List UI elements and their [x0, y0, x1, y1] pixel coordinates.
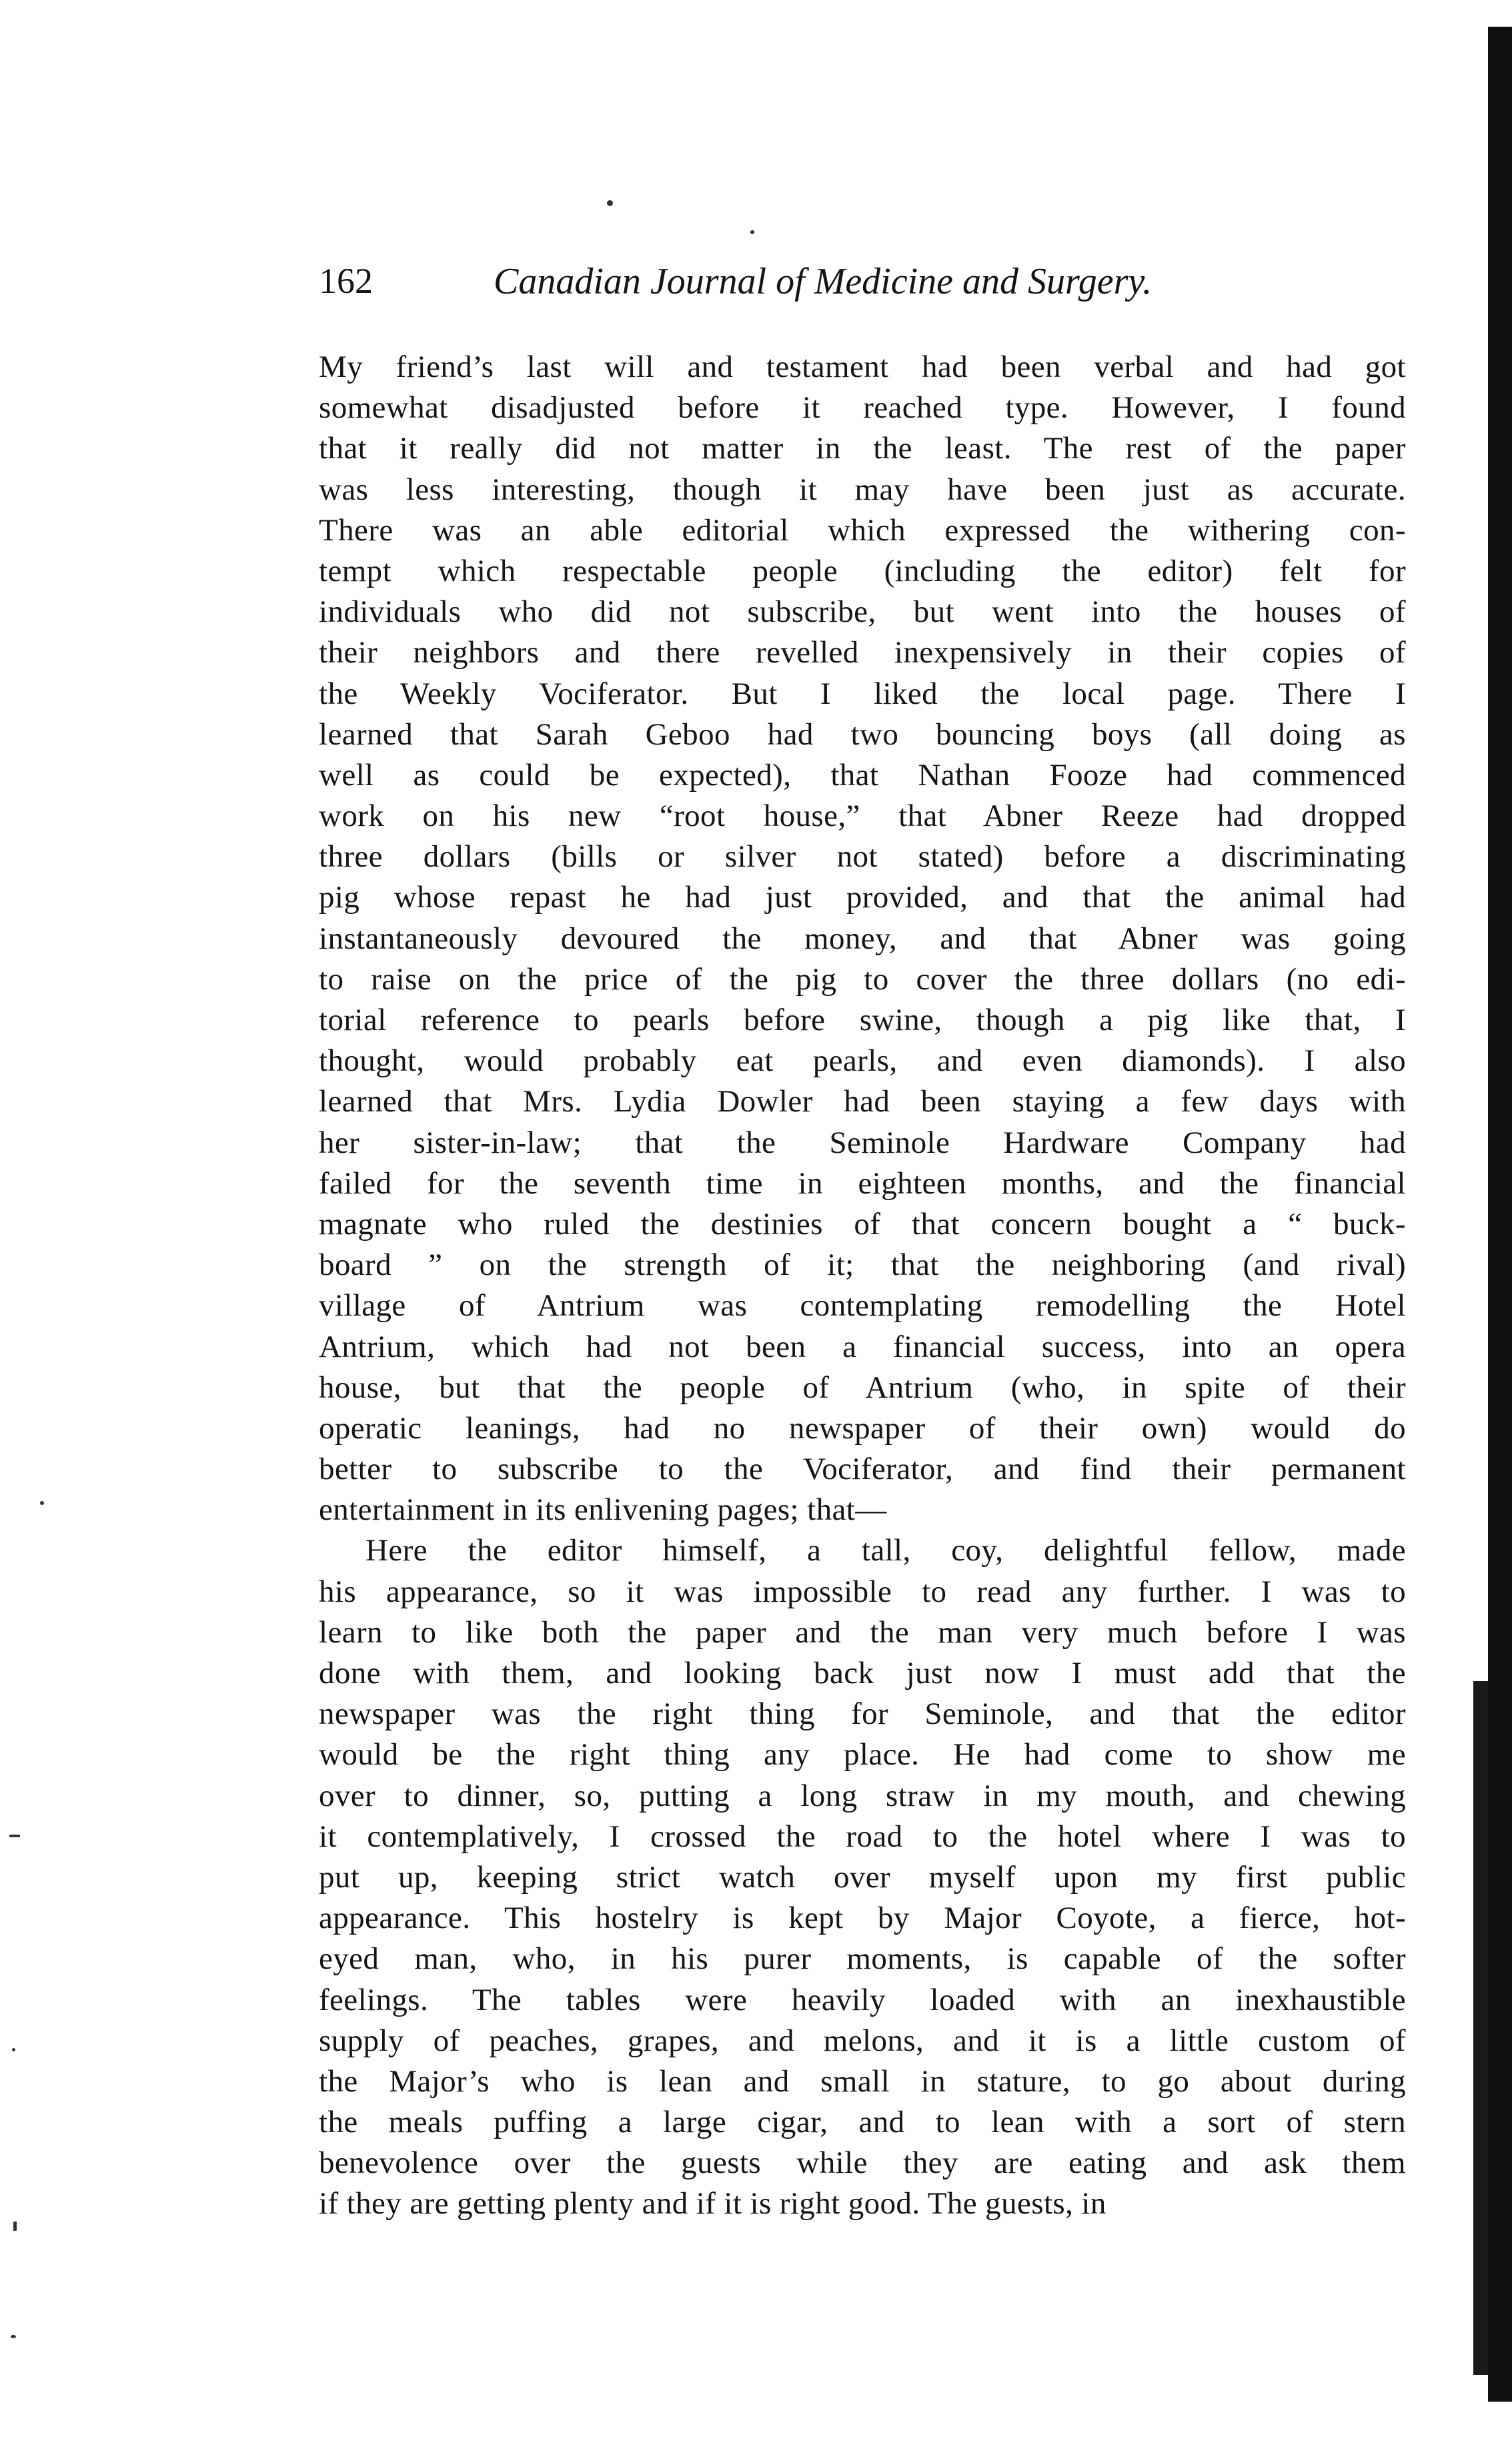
text-line: if they are getting plenty and if it is right good. The guests, in [319, 2186, 1106, 2222]
text-line: her sister-in-law; that the Seminole Hardware Company had [319, 1125, 1406, 1160]
text-line: three dollars (bills or silver not stated) before a discriminating [319, 839, 1406, 875]
text-line: done with them, and looking back just now I must add that the [319, 1656, 1406, 1690]
text-line: somewhat disadjusted before it reached type. However, I found [319, 390, 1406, 426]
text-line: learned that Mrs. Lydia Dowler had been staying a few days with [319, 1084, 1406, 1119]
text-line: work on his new “root house,” that Abner Reeze had dropped [319, 799, 1406, 834]
text-line: thought, would probably eat pearls, and even diamonds). I also [319, 1043, 1406, 1079]
scan-speck [607, 200, 613, 206]
text-line: newspaper was the right thing for Seminole, and that the editor [319, 1696, 1406, 1732]
text-line: village of Antrium was contemplating remodelling the Hotel [319, 1288, 1406, 1324]
scan-speck [9, 1835, 20, 1837]
text-line: was less interesting, though it may have been just as accurate. [319, 472, 1406, 507]
running-header [319, 260, 1413, 307]
text-line: well as could be expected), that Nathan Fooze had commenced [319, 757, 1406, 793]
text-line: pig whose repast he had just provided, and that the animal had [319, 880, 1406, 915]
text-line: torial reference to pearls before swine, though a pig like that, I [319, 1003, 1406, 1037]
text-line: his appearance, so it was impossible to read any further. I was to [319, 1574, 1406, 1609]
text-line: operatic leanings, had no newspaper of their own) would do [319, 1410, 1406, 1446]
journal-title: Canadian Journal of Medicine and Surgery. [494, 261, 1153, 302]
scan-speck [12, 2048, 15, 2051]
text-line: learned that Sarah Geboo had two bouncing boys (all doing as [319, 716, 1406, 752]
text-line: individuals who did not subscribe, but went into the houses of [319, 594, 1406, 630]
text-line: entertainment in its enlivening pages; that— [319, 1492, 887, 1528]
text-line: over to dinner, so, putting a long straw in my mouth, and chewing [319, 1778, 1406, 1813]
text-line: There was an able editorial which expressed the withering con- [319, 512, 1406, 548]
text-line: the Major’s who is lean and small in stature, to go about during [319, 2063, 1406, 2099]
text-line: learn to like both the paper and the man very much before I was [319, 1614, 1406, 1650]
text-line: feelings. The tables were heavily loaded with an inexhaustible [319, 1982, 1406, 2017]
text-line: better to subscribe to the Vociferator, and find their permanent [319, 1452, 1406, 1487]
text-line: magnate who ruled the destinies of that concern bought a “ buck- [319, 1206, 1406, 1242]
page-edge-shadow [1488, 27, 1512, 2402]
text-line: Antrium, which had not been a financial success, into an opera [319, 1329, 1406, 1364]
scan-speck [13, 2222, 17, 2231]
text-line: the Weekly Vociferator. But I liked the local page. There I [319, 676, 1406, 711]
body-text [319, 347, 1406, 2225]
text-line: appearance. This hostelry is kept by Major Coyote, a fierce, hot- [319, 1901, 1406, 1936]
text-line: tempt which respectable people (including the editor) felt for [319, 553, 1406, 588]
text-line: Here the editor himself, a tall, coy, delightful fellow, made [365, 1533, 1406, 1568]
scan-speck [40, 1501, 44, 1505]
text-line: put up, keeping strict watch over myself upon my first public [319, 1859, 1406, 1895]
text-line: that it really did not matter in the least. The rest of the paper [319, 431, 1406, 466]
text-line: My friend’s last will and testament had been verbal and had got [319, 350, 1406, 384]
page-number: 162 [319, 261, 373, 301]
text-line: house, but that the people of Antrium (who, in spite of their [319, 1370, 1406, 1405]
text-line: eyed man, who, in his purer moments, is capable of the softer [319, 1941, 1406, 1977]
scan-speck [11, 2335, 16, 2338]
text-line: the meals puffing a large cigar, and to lean with a sort of stern [319, 2105, 1406, 2140]
text-line: benevolence over the guests while they are eating and ask them [319, 2145, 1406, 2181]
scan-speck [750, 230, 754, 234]
text-line: it contemplatively, I crossed the road to the hotel where I was to [319, 1819, 1406, 1854]
text-line: would be the right thing any place. He had come to show me [319, 1737, 1406, 1773]
text-line: their neighbors and there revelled inexpensively in their copies of [319, 635, 1406, 670]
text-line: board ” on the strength of it; that the neighboring (and rival) [319, 1248, 1406, 1283]
text-line: to raise on the price of the pig to cover the three dollars (no edi- [319, 961, 1406, 997]
page-edge-shadow-lower [1473, 1681, 1488, 2375]
text-line: supply of peaches, grapes, and melons, and it is a little custom of [319, 2023, 1406, 2058]
text-line: failed for the seventh time in eighteen months, and the financial [319, 1165, 1406, 1201]
text-line: instantaneously devoured the money, and that Abner was going [319, 921, 1406, 956]
